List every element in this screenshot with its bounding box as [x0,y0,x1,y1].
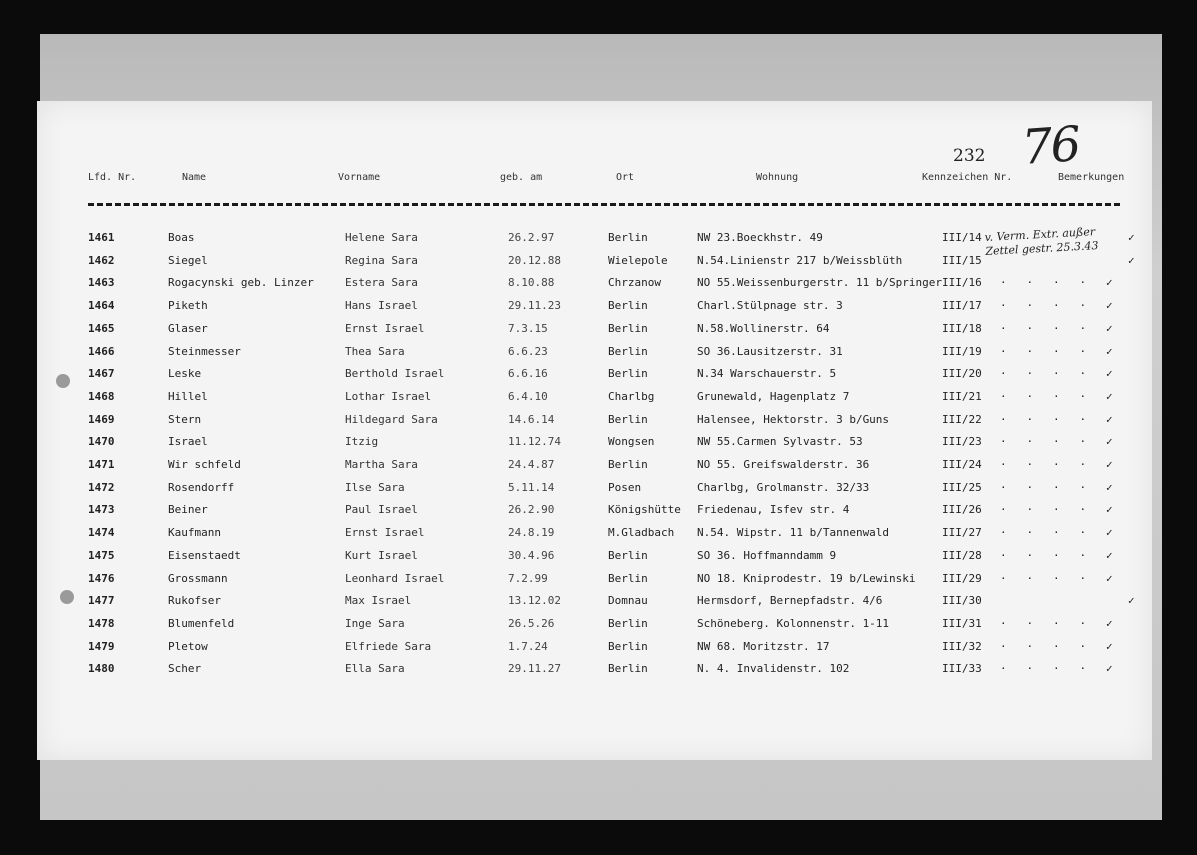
row-name: Kaufmann [168,526,221,540]
row-wohnung: Halensee, Hektorstr. 3 b/Guns [697,412,890,426]
remark-marks: · · · · ✓ [1000,526,1113,540]
row-wohnung: NO 18. Kniprodestr. 19 b/Lewinski [697,571,916,585]
row-kz: III/14 [942,231,982,244]
row-wohnung: Charlbg, Grolmanstr. 32/33 [697,480,870,494]
row-wohnung: NO 55.Weissenburgerstr. 11 b/Springer [697,276,943,290]
remark-marks: · · · · ✓ [1000,367,1113,381]
row-ort: Berlin [608,548,648,562]
row-wohnung: Hermsdorf, Bernepfadstr. 4/6 [697,594,883,608]
row-geb: 29.11.27 [508,662,561,676]
row-name: Glaser [168,321,208,335]
row-vorname: Thea Sara [345,344,405,358]
note-line-1: v. Verm. Extr. außer [984,225,1096,244]
row-ort: Berlin [608,231,648,244]
row-nr: 1473 [88,503,115,517]
note-line-2: Zettel gestr. 25.3.43 [985,239,1099,258]
row-ort: Domnau [608,594,648,608]
row-wohnung: Friedenau, Isfev str. 4 [697,503,850,517]
remark-marks: · · · · ✓ [1000,616,1113,630]
row-vorname: Itzig [345,435,379,449]
row-nr: 1465 [88,321,115,335]
row-name: Boas [168,231,195,244]
page-number: 232 [953,146,986,166]
row-geb: 13.12.02 [508,594,561,608]
row-ort: M.Gladbach [608,526,675,540]
remark-marks: · · · · ✓ [1000,412,1113,426]
row-vorname: Inge Sara [345,616,405,630]
row-ort: Berlin [608,616,648,630]
row-geb: 8.10.88 [508,276,555,290]
row-vorname: Hans Israel [345,299,418,313]
row-name: Pletow [168,639,208,653]
header-ort: Ort [616,172,635,183]
row-wohnung: NW 55.Carmen Sylvastr. 53 [697,435,863,449]
row-vorname: Ernst Israel [345,321,425,335]
row-vorname: Lothar Israel [345,389,432,403]
row-kz: III/21 [942,389,982,403]
row-kz: III/18 [942,321,982,335]
row-kz: III/22 [942,412,982,426]
row-kz: III/30 [942,594,982,608]
row-name: Stern [168,412,202,426]
row-nr: 1468 [88,389,115,403]
row-kz: III/20 [942,367,982,381]
row-ort: Berlin [608,412,648,426]
row-name: Rukofser [168,594,221,608]
row-name: Grossmann [168,571,228,585]
row-name: Wir schfeld [168,458,241,471]
row-vorname: Berthold Israel [345,367,445,381]
row-geb: 24.4.87 [508,458,555,471]
header-name: Name [182,172,207,183]
row-vorname: Martha Sara [345,458,418,471]
row-kz: III/17 [942,299,982,313]
row-vorname: Regina Sara [345,253,418,267]
row-ort: Berlin [608,458,648,471]
row-ort: Chrzanow [608,276,661,290]
row-nr: 1466 [88,344,115,358]
row-geb: 7.2.99 [508,571,548,585]
row-wohnung: N.54. Wipstr. 11 b/Tannenwald [697,526,890,540]
row-nr: 1467 [88,367,115,381]
row-wohnung: Schöneberg. Kolonnenstr. 1-11 [697,616,890,630]
row-ort: Wongsen [608,435,655,449]
row-kz: III/16 [942,276,982,290]
row-vorname: Leonhard Israel [345,571,445,585]
row-geb: 1.7.24 [508,639,548,653]
row-ort: Berlin [608,639,648,653]
row-wohnung: Charl.Stülpnage str. 3 [697,299,843,313]
row-geb: 24.8.19 [508,526,555,540]
remark-marks: · · · · ✓ [1000,639,1113,653]
row-name: Steinmesser [168,344,241,358]
row-vorname: Hildegard Sara [345,412,438,426]
remark-marks: · · · · ✓ [1000,389,1113,403]
row-name: Eisenstaedt [168,548,241,562]
row-ort: Berlin [608,571,648,585]
remark-marks: · · · · ✓ [1000,662,1113,676]
row-ort: Charlbg [608,389,655,403]
row-wohnung: SO 36. Hoffmanndamm 9 [697,548,837,562]
row-ort: Berlin [608,662,648,676]
row-geb: 6.6.16 [508,367,548,381]
row-wohnung: SO 36.Lausitzerstr. 31 [697,344,843,358]
header-kennzeichen: Kennzeichen Nr. [922,172,1013,183]
row-ort: Königshütte [608,503,681,517]
row-ort: Berlin [608,367,648,381]
header-wohnung: Wohnung [756,172,799,183]
row-name: Israel [168,435,208,449]
remark-marks: · · · · ✓ [1000,458,1113,471]
header-rule [88,203,1120,206]
row-nr: 1462 [88,253,115,267]
row-vorname: Kurt Israel [345,548,418,562]
row-geb: 29.11.23 [508,299,561,313]
remark-marks: · · · · ✓ [1000,571,1113,585]
remark-marks: · · · · ✓ [1000,344,1113,358]
row-kz: III/28 [942,548,982,562]
remark-marks: · · · · ✓ [1000,299,1113,313]
handwritten-note [984,225,1098,259]
row-name: Piketh [168,299,208,313]
row-ort: Posen [608,480,642,494]
row-wohnung: N. 4. Invalidenstr. 102 [697,662,850,676]
row-ort: Berlin [608,321,648,335]
row-geb: 14.6.14 [508,412,555,426]
row-nr: 1469 [88,412,115,426]
row-name: Rosendorff [168,480,235,494]
row-wohnung: N.58.Wollinerstr. 64 [697,321,830,335]
row-nr: 1464 [88,299,115,313]
header-bemerkungen: Bemerkungen [1058,172,1125,183]
row-wohnung: N.54.Linienstr 217 b/Weissblüth [697,253,903,267]
row-vorname: Paul Israel [345,503,418,517]
row-name: Blumenfeld [168,616,235,630]
row-vorname: Elfriede Sara [345,639,432,653]
punch-hole [60,590,74,604]
row-vorname: Ernst Israel [345,526,425,540]
remark-marks: · · · · ✓ [1000,435,1113,449]
remark-marks: · · · · ✓ [1000,503,1113,517]
row-nr: 1470 [88,435,115,449]
row-kz: III/23 [942,435,982,449]
row-nr: 1471 [88,458,115,471]
row-name: Scher [168,662,202,676]
row-wohnung: Grunewald, Hagenplatz 7 [697,389,850,403]
row-nr: 1474 [88,526,115,540]
row-nr: 1476 [88,571,115,585]
row-wohnung: NW 23.Boeckhstr. 49 [697,231,823,244]
row-nr: 1463 [88,276,115,290]
header-nr: Lfd. Nr. [88,172,137,183]
row-name: Hillel [168,389,208,403]
handwritten-number: 76 [1020,116,1081,176]
remark-marks: · · · · ✓ [1000,276,1113,290]
row-kz: III/32 [942,639,982,653]
row-geb: 26.5.26 [508,616,555,630]
remark-marks: · · · · ✓ [1000,321,1113,335]
row-vorname: Ilse Sara [345,480,405,494]
row-kz: III/15 [942,253,982,267]
row-kz: III/29 [942,571,982,585]
row-geb: 20.12.88 [508,253,561,267]
header-geb: geb. am [500,172,543,183]
row-nr: 1480 [88,662,115,676]
row-ort: Berlin [608,344,648,358]
row-kz: III/19 [942,344,982,358]
row-wohnung: NW 68. Moritzstr. 17 [697,639,830,653]
remark-marks: · · · · ✓ [1000,480,1113,494]
row-geb: 30.4.96 [508,548,555,562]
remark-marks: · · · · ✓ [1000,548,1113,562]
row-ort: Wielepole [608,253,668,267]
row-ort: Berlin [608,299,648,313]
row-geb: 6.4.10 [508,389,548,403]
row-vorname: Estera Sara [345,276,418,290]
row-name: Siegel [168,253,208,267]
row-nr: 1478 [88,616,115,630]
row-nr: 1479 [88,639,115,653]
remark-marks: ✓ [1128,253,1135,267]
row-geb: 6.6.23 [508,344,548,358]
row-geb: 7.3.15 [508,321,548,335]
row-nr: 1461 [88,231,115,244]
row-kz: III/33 [942,662,982,676]
row-nr: 1475 [88,548,115,562]
row-vorname: Max Israel [345,594,412,608]
row-name: Rogacynski geb. Linzer [168,276,314,290]
row-wohnung: NO 55. Greifswalderstr. 36 [697,458,870,471]
row-geb: 26.2.97 [508,231,555,244]
row-wohnung: N.34 Warschauerstr. 5 [697,367,837,381]
document-sheet [37,101,1152,760]
row-vorname: Helene Sara [345,231,418,244]
row-name: Leske [168,367,202,381]
row-geb: 26.2.90 [508,503,555,517]
remark-marks: ✓ [1128,231,1135,244]
row-name: Beiner [168,503,208,517]
punch-hole [56,374,70,388]
row-nr: 1477 [88,594,115,608]
row-kz: III/24 [942,458,982,471]
row-kz: III/27 [942,526,982,540]
row-kz: III/31 [942,616,982,630]
row-geb: 11.12.74 [508,435,561,449]
row-kz: III/26 [942,503,982,517]
row-nr: 1472 [88,480,115,494]
header-vorname: Vorname [338,172,381,183]
row-vorname: Ella Sara [345,662,405,676]
remark-marks: ✓ [1128,594,1135,608]
row-geb: 5.11.14 [508,480,555,494]
row-kz: III/25 [942,480,982,494]
